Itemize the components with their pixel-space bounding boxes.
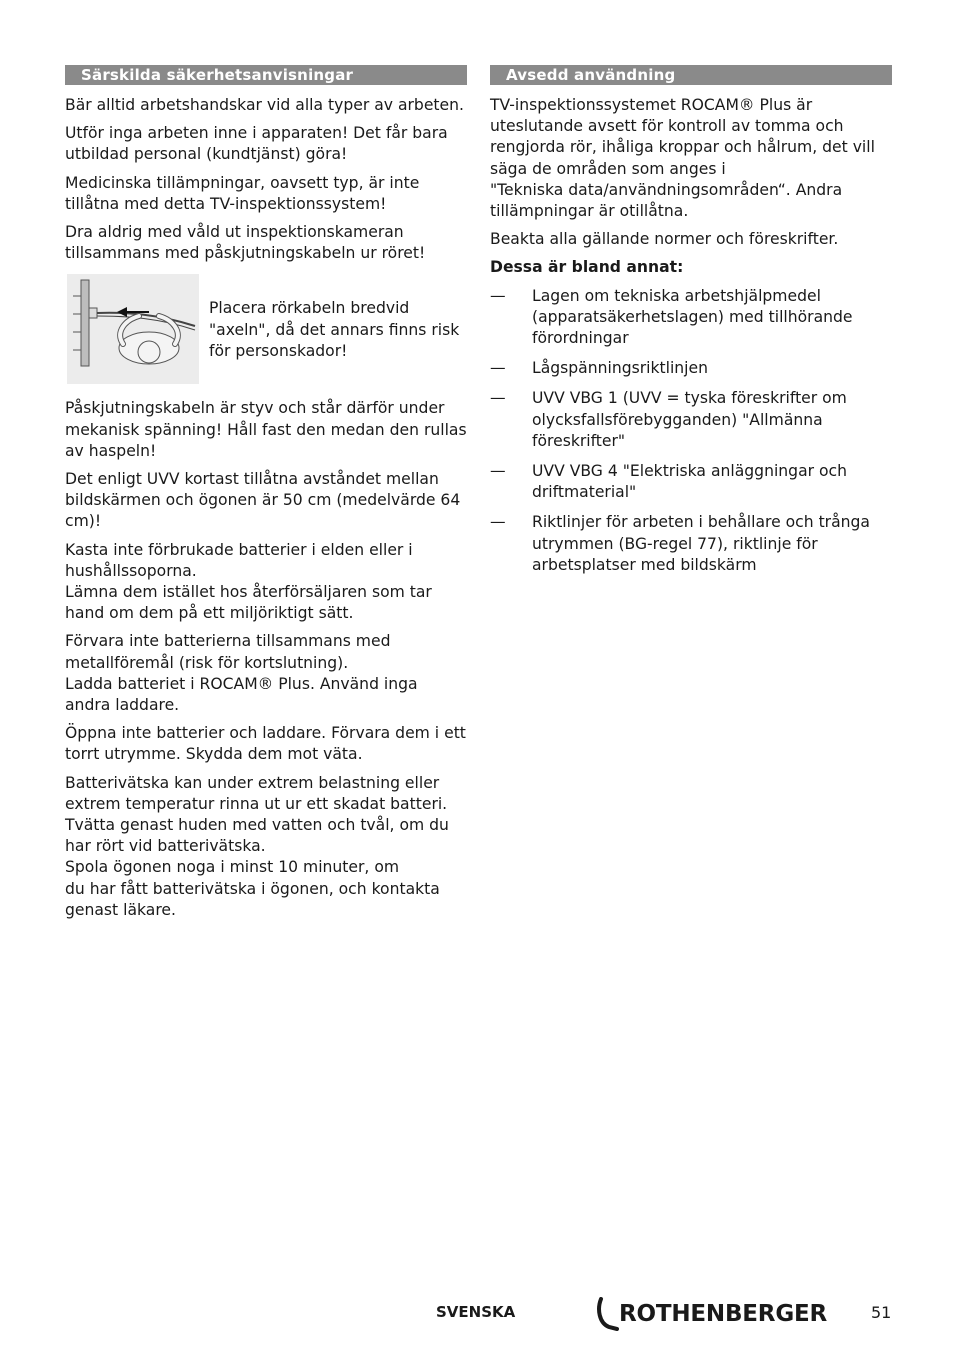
list-item: [490, 512, 892, 576]
dash-bullet: —: [490, 513, 506, 532]
right-column: [490, 65, 892, 585]
safety-paragraph: Utför inga arbeten inne i apparaten! Det får bara utbildad personal (kundtjänst) göra!: [65, 124, 448, 164]
safety-paragraph: Kasta inte förbrukade batterier i elden eller i hushållssoporna. Lämna dem istället hos återförsäljaren som tar hand om dem på ett miljöriktigt sätt.: [65, 540, 432, 623]
safety-paragraph: Det enligt UVV kortast tillåtna avståndet mellan bildskärmen och ögonen är 50 cm (medelvärde 64 cm)!: [65, 470, 461, 531]
list-item-text: Lågspänningsriktlinjen: [532, 359, 708, 378]
list-item-text: UVV VBG 4 "Elektriska anläggningar och driftmaterial": [532, 462, 847, 502]
safety-paragraph: Öppna inte batterier och laddare. Förvara dem i ett torrt utrymme. Skydda dem mot väta.: [65, 724, 466, 764]
figure-caption: Placera rörkabeln bredvid "axeln", då det annars finns risk för personskador!: [209, 299, 460, 360]
list-item: [490, 358, 892, 379]
dash-bullet: —: [490, 389, 506, 408]
list-item-text: Lagen om tekniska arbetshjälpmedel (apparatsäkerhetslagen) med tillhörande förordningar: [532, 286, 853, 348]
intended-use-paragraph: TV-inspektionssystemet ROCAM® Plus är uteslutande avsett för kontroll av tomma och rengjorda rör, ihåliga kroppar och hålrum, det vill säga de områden som anges i "Tekniska data/användningsområden“. Andra tillämpningar är otillåtna.: [490, 96, 875, 221]
list-item: [490, 388, 892, 452]
dash-bullet: —: [490, 462, 506, 481]
safety-paragraph: Batterivätska kan under extrem belastning eller extrem temperatur rinna ut ur ett skadat batteri. Tvätta genast huden med vatten och tvål, om du har rört vid batterivätska. Spola ögonen noga i minst 10 minuter, om du har fått batterivätska i ögonen, och kontakta genast läkare.: [65, 773, 449, 919]
list-item: [490, 286, 892, 350]
rothenberger-hook-mark-icon: [597, 1297, 619, 1331]
regulations-list: [490, 286, 892, 576]
list-item-text: Riktlinjer för arbeten i behållare och trånga utrymmen (BG-regel 77), riktlinje för arbetsplatser med bildskärm: [532, 513, 870, 574]
section-header-safety: Särskilda säkerhetsanvisningar: [65, 65, 467, 85]
page-number: 51: [871, 1303, 892, 1322]
intended-use-paragraph: Beakta alla gällande normer och föreskrifter.: [490, 230, 839, 249]
list-item: [490, 461, 892, 503]
safety-paragraph: Påskjutningskabeln är styv och står därför under mekanisk spänning! Håll fast den medan den rullas av haspeln!: [65, 399, 467, 460]
pipe-cable-pulling-illustration: [67, 274, 199, 384]
footer-language: SVENSKA: [436, 1303, 516, 1321]
figure-row: [67, 274, 467, 384]
safety-paragraph: Förvara inte batterierna tillsammans med metallföremål (risk för kortslutning). Ladda batteriet i ROCAM® Plus. Använd inga andra laddare.: [65, 632, 418, 715]
safety-paragraph: Medicinska tillämpningar, oavsett typ, är inte tillåtna med detta TV-inspektionssystem!: [65, 173, 420, 213]
safety-paragraph: Dra aldrig med våld ut inspektionskameran tillsammans med påskjutningskabeln ur röret!: [65, 223, 426, 263]
list-item-text: UVV VBG 1 (UVV = tyska föreskrifter om olycksfallsförebygganden) "Allmänna föreskrifter": [532, 389, 847, 450]
list-heading: Dessa är bland annat:: [490, 258, 684, 277]
section-header-intended-use: Avsedd användning: [490, 65, 892, 85]
left-column: [65, 65, 467, 928]
dash-bullet: —: [490, 286, 506, 305]
safety-paragraph: Bär alltid arbetshandskar vid alla typer av arbeten.: [65, 96, 464, 114]
brand-logo: [597, 1297, 827, 1331]
brand-name: ROTHENBERGER: [619, 1301, 828, 1327]
dash-bullet: —: [490, 359, 506, 378]
